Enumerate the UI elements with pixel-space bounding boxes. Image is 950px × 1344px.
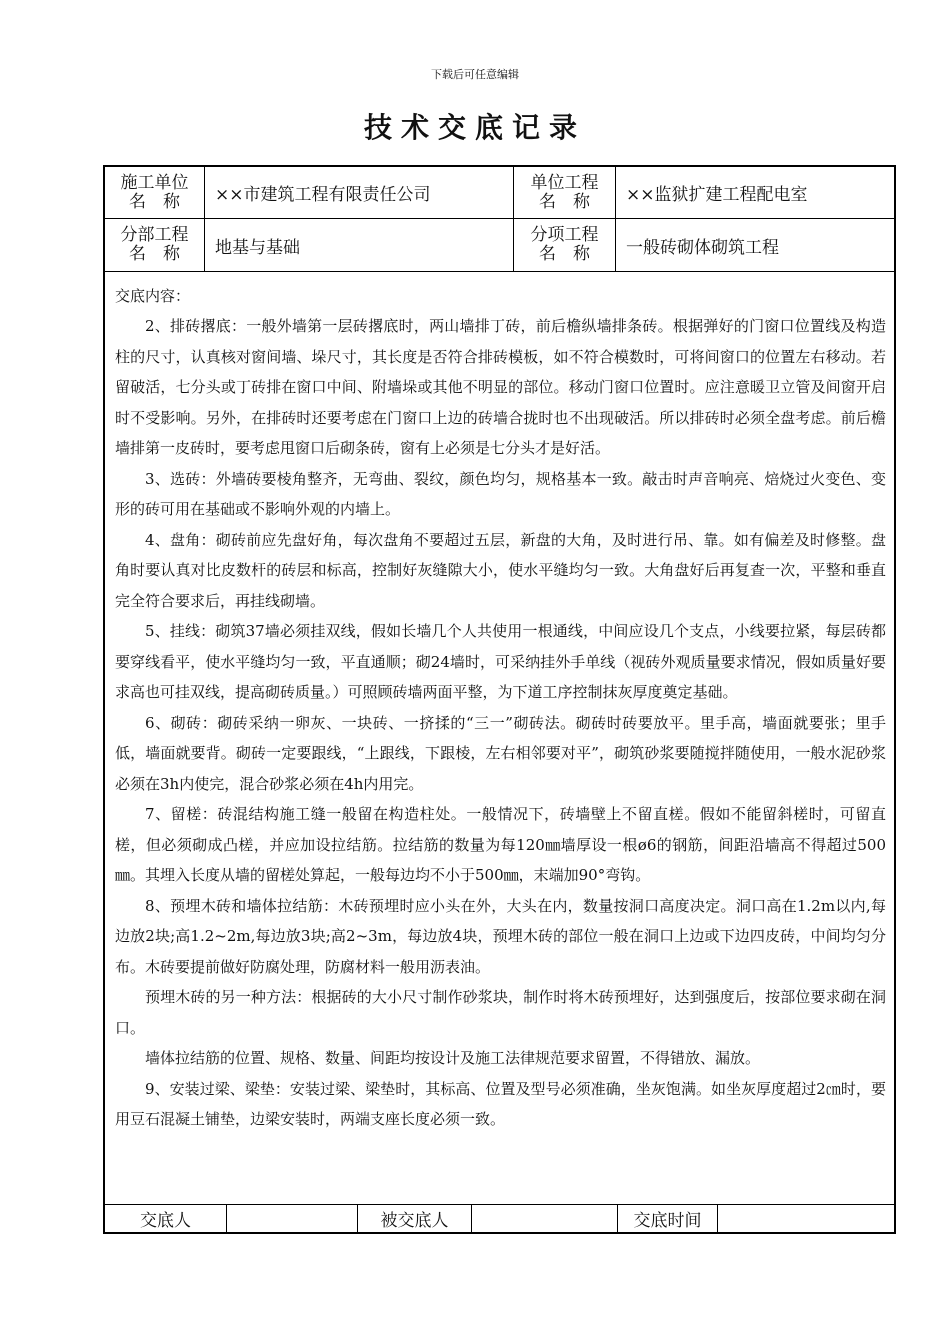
page-title: 技术交底记录 [363, 111, 586, 144]
content-paragraph: 9、安装过梁、梁垫：安装过梁、梁垫时，其标高、位置及型号必须准确，坐灰饱满。如坐灰厚度超过2㎝时，要用豆石混凝土铺垫，边梁安装时，两端支座长度必须一致。 [115, 1079, 886, 1128]
construction-unit-label [105, 167, 205, 218]
time-label: 交底时间 [618, 1205, 718, 1232]
unit-project-value: ××监狱扩建工程配电室 [626, 185, 808, 205]
division-label [105, 219, 205, 271]
content-paragraph: 7、留槎：砖混结构施工缝一般留在构造柱处。一般情况下，砖墙壁上不留直槎。假如不能留斜槎时，可留直槎，但必须砌成凸槎，并应加设拉结筋。拉结筋的数量为每120㎜墙厚设一根ø6的钢筋，间距沿墙高不得超过500㎜。其埋入长度从墙的留槎处算起，一般每边均不小于500㎜，末端加90°弯钩。 [115, 805, 886, 884]
content-paragraph: 4、盘角：砌砖前应先盘好角，每次盘角不要超过五层，新盘的大角，及时进行吊、靠。如有偏差及时修整。盘角时要认真对比皮数杆的砖层和标高，控制好灰缝隙大小，使水平缝均匀一致。大角盘好后再复查一次，平整和垂直完全符合要求后，再挂线砌墙。 [115, 530, 886, 610]
content-paragraph: 预埋木砖的另一种方法：根据砖的大小尺寸制作砂浆块，制作时将木砖预埋好，达到强度后，按部位要求砌在洞口。 [115, 988, 886, 1037]
division-label-line2: 名 称 [129, 244, 180, 264]
recipient-field[interactable] [472, 1205, 618, 1232]
division-label-line1: 分部工程 [120, 225, 189, 245]
construction-unit-value: ××市建筑工程有限责任公司 [205, 167, 514, 218]
recipient-label: 被交底人 [358, 1205, 472, 1232]
content-paragraph: 墙体拉结筋的位置、规格、数量、间距均按设计及施工法律规范要求留置，不得错放、漏放。 [145, 1049, 761, 1067]
header-row-2 [105, 219, 894, 272]
content-intro: 交底内容： [115, 287, 191, 305]
subitem-label [514, 219, 616, 271]
top-note: 下载后可任意编辑 [431, 68, 519, 81]
division-value: 地基与基础 [205, 219, 514, 271]
header-row-1 [105, 167, 894, 219]
record-table [103, 165, 896, 1234]
content-paragraph: 6、砌砖：砌砖采纳一卵灰、一块砖、一挤揉的“三一”砌砖法。砌砖时砖要放平。里手高，墙面就要张；里手低，墙面就要背。砌砖一定要跟线，“上跟线，下跟棱，左右相邻要对平”，砌筑砂浆要随搅拌随使用，一般水泥砂浆必须在3h内使完，混合砂浆必须在4h内用完。 [115, 713, 886, 793]
content-paragraph: 2、排砖撂底：一般外墙第一层砖撂底时，两山墙排丁砖，前后檐纵墙排条砖。根据弹好的门窗口位置线及构造柱的尺寸，认真核对窗间墙、垛尺寸，其长度是否符合排砖模板，如不符合模数时，可将间窗口的位置左右移动。若留破活，七分头或丁砖排在窗口中间、附墙垛或其他不明显的部位。移动门窗口位置时。应注意暖卫立管及间窗开启时不受影响。另外，在排砖时还要考虑在门窗口上边的砖墙合拢时也不出现破活。所以排砖时必须全盘考虑。前后檐墙排第一皮砖时，要考虑甩窗口后砌条砖，窗有上必须是七分头才是好活。 [115, 317, 886, 457]
time-field[interactable] [718, 1205, 894, 1232]
subitem-value: 一般砖砌体砌筑工程 [626, 237, 779, 258]
content-paragraph: 3、选砖：外墙砖要棱角整齐，无弯曲、裂纹，颜色均匀，规格基本一致。敲击时声音响亮、焙烧过火变色、变形的砖可用在基础或不影响外观的内墙上。 [115, 469, 886, 518]
construction-unit-label-line1: 施工单位 [120, 172, 189, 193]
unit-project-label-line1: 单位工程 [530, 172, 599, 193]
construction-unit-label-line2: 名 称 [129, 191, 180, 212]
content-paragraph: 8、预埋木砖和墙体拉结筋：木砖预埋时应小头在外，大头在内，数量按洞口高度决定。洞口高在1.2m以内,每边放2块;高1.2~2m,每边放3块;高2~3m，每边放4块，预埋木砖的部位一般在洞口上边或下边四皮砖，中间均匀分布。木砖要提前做好防腐处理，防腐材料一般用沥表油。 [115, 896, 886, 976]
content-section [105, 272, 894, 1206]
subitem-label-line2: 名 称 [539, 244, 590, 264]
subitem-label-line1: 分项工程 [530, 225, 599, 245]
unit-project-label [514, 167, 616, 218]
unit-project-label-line2: 名 称 [539, 191, 590, 212]
signature-row [105, 1204, 894, 1232]
presenter-label: 交底人 [105, 1205, 227, 1232]
presenter-field[interactable] [227, 1205, 358, 1232]
content-paragraph: 5、挂线：砌筑37墙必须挂双线，假如长墙几个人共使用一根通线，中间应设几个支点，小线要拉紧，每层砖都要穿线看平，使水平缝均匀一致，平直通顺；砌24墙时，可采纳挂外手单线（视砖外观质量要求情况，假如质量好要求高也可挂双线，提高砌砖质量。）可照顾砖墙两面平整，为下道工序控制抹灰厚度奠定基础。 [115, 622, 886, 701]
